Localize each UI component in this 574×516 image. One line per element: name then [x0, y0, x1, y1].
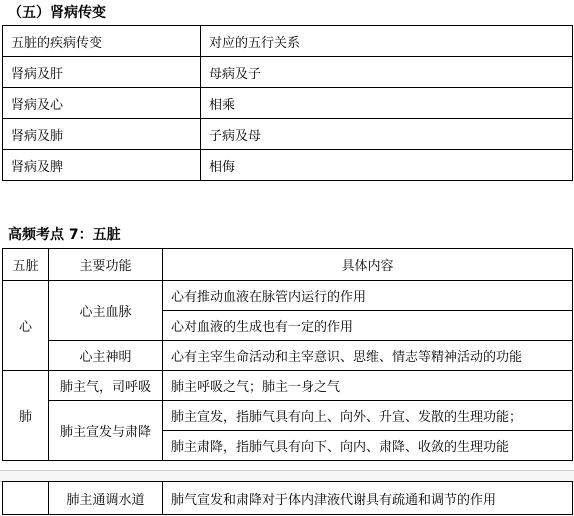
five-organs-table — [2, 248, 573, 461]
content-cell: 心有主宰生命活动和主宰意识、思维、情志等精神活动的功能 — [163, 341, 573, 371]
content-cell: 肺气宣发和肃降对于体内津液代谢具有疏通和调节的作用 — [163, 482, 573, 515]
header-cell: 五脏的疾病传变 — [3, 26, 201, 57]
header-cell: 主要功能 — [49, 249, 163, 281]
table-row — [3, 281, 573, 311]
function-cell: 肺主宣发与肃降 — [49, 401, 163, 461]
organ-cell-lung: 肺 — [3, 371, 49, 461]
function-cell: 心主血脉 — [49, 281, 163, 341]
content-cell: 心对血液的生成也有一定的作用 — [163, 311, 573, 341]
table-header-row — [3, 26, 573, 57]
section-heading-five-organs: 高频考点 7：五脏 — [8, 227, 121, 243]
organ-cell-empty — [3, 482, 49, 515]
content-cell: 肺主呼吸之气；肺主一身之气 — [163, 371, 573, 401]
table-cell: 肾病及肺 — [3, 119, 201, 150]
table-row — [3, 371, 573, 401]
header-cell: 具体内容 — [163, 249, 573, 281]
function-cell: 肺主通调水道 — [49, 482, 163, 515]
organ-cell-heart: 心 — [3, 281, 49, 371]
header-cell: 对应的五行关系 — [201, 26, 573, 57]
table-cell: 肾病及脾 — [3, 150, 201, 181]
table-header-row — [3, 249, 573, 281]
function-cell: 心主神明 — [49, 341, 163, 371]
five-organs-table-continued — [2, 481, 573, 515]
table-row — [3, 57, 573, 88]
content-cell: 心有推动血液在脉管内运行的作用 — [163, 281, 573, 311]
table-row — [3, 88, 573, 119]
table-cell: 相侮 — [201, 150, 573, 181]
table-row — [3, 482, 573, 515]
table-row — [3, 119, 573, 150]
table-row — [3, 150, 573, 181]
table-cell: 肾病及肝 — [3, 57, 201, 88]
table-cell: 子病及母 — [201, 119, 573, 150]
table-row — [3, 341, 573, 371]
table-row — [3, 401, 573, 431]
table-cell: 肾病及心 — [3, 88, 201, 119]
table-cell: 相乘 — [201, 88, 573, 119]
function-cell: 肺主气，司呼吸 — [49, 371, 163, 401]
header-cell: 五脏 — [3, 249, 49, 281]
content-cell: 肺主宣发，指肺气具有向上、向外、升宣、发散的生理功能； — [163, 401, 573, 431]
kidney-disease-table — [2, 25, 573, 181]
table-cell: 母病及子 — [201, 57, 573, 88]
content-cell: 肺主肃降，指肺气具有向下、向内、肃降、收敛的生理功能 — [163, 431, 573, 461]
section-heading-kidney: （五）肾病传变 — [8, 5, 106, 21]
